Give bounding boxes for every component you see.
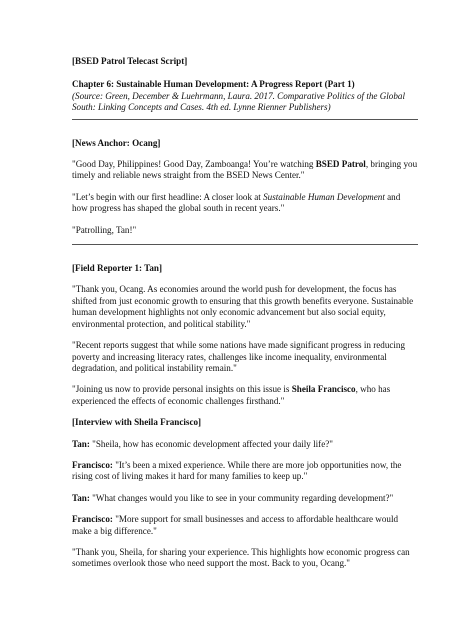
interview-heading: [Interview with Sheila Francisco]	[72, 417, 202, 428]
speaker-label: Tan:	[72, 438, 90, 449]
interview-line: Tan: "What changes would you like to see in your community regarding development?"	[72, 492, 394, 503]
divider-1	[72, 119, 418, 120]
chapter-heading: Chapter 6: Sustainable Human Development: A Progress Report (Part 1)	[72, 79, 355, 90]
reporter-heading: [Field Reporter 1: Tan]	[72, 263, 163, 274]
closing-paragraph: "Thank you, Sheila, for sharing your experience. This highlights how economic progress can sometimes overlook those who need support the most. Back to you, Ocang."	[72, 546, 410, 569]
speaker-label: Tan:	[72, 492, 90, 503]
anchor-paragraph-2: "Let’s begin with our first headline: A closer look at Sustainable Human Development and how progress has shaped the global south in recent years."	[72, 191, 401, 214]
divider-2	[72, 244, 418, 245]
reporter-paragraph-1: "Thank you, Ocang. As economies around the world push for development, the focus has shifted from just economic growth to ensuring that this growth benefits everyone. Sustainable human development highlights not only economic advancement but also social equity, environmental protection, and political stability."	[72, 284, 414, 329]
interview-line: Tan: "Sheila, how has economic development affected your daily life?"	[72, 438, 333, 449]
guest-name: Sheila Francisco	[291, 384, 356, 395]
script-title: [BSED Patrol Telecast Script]	[72, 56, 188, 66]
interview-line: Francisco: "More support for small businesses and access to affordable healthcare would make a big difference."	[72, 514, 399, 536]
headline-topic: Sustainable Human Development	[263, 191, 385, 202]
reporter-paragraph-3: "Joining us now to provide personal insights on this issue is Sheila Francisco, who has experienced the effects of economic challenges firsthand."	[72, 384, 391, 406]
anchor-paragraph-1: "Good Day, Philippines! Good Day, Zamboanga! You’re watching BSED Patrol, bringing you timely and reliable news straight from the BSED News Center."	[72, 159, 418, 181]
speaker-label: Francisco:	[72, 459, 113, 470]
anchor-heading: [News Anchor: Ocang]	[72, 137, 161, 148]
reporter-paragraph-2: "Recent reports suggest that while some nations have made significant progress in reducing poverty and increasing literacy rates, challenges like income inequality, environmental degradation, and political instability remain."	[72, 340, 406, 373]
source-citation: (Source: Green, December & Luehrmann, Laura. 2017. Comparative Politics of the Global South: Linking Concepts and Cases. 4th ed. Lynne Rienner Publishers)	[72, 90, 405, 113]
program-name: BSED Patrol	[315, 159, 366, 170]
anchor-paragraph-3: "Patrolling, Tan!"	[72, 224, 137, 235]
interview-line: Francisco: "It’s been a mixed experience. While there are more job opportunities now, the rising cost of living makes it hard for many families to keep up."	[72, 459, 402, 482]
speaker-label: Francisco:	[72, 514, 113, 525]
